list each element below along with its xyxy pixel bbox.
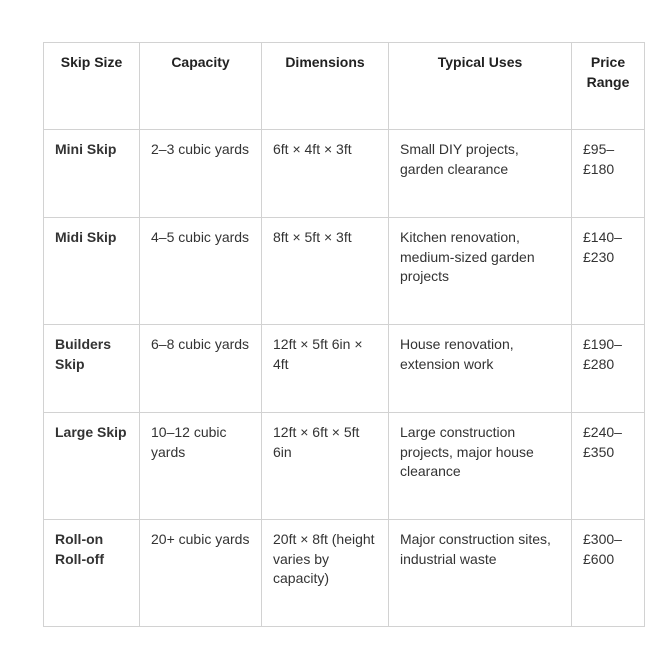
- cell-price-range: £190–£280: [572, 325, 645, 413]
- table-header-row: [44, 43, 645, 130]
- cell-dimensions: 12ft × 5ft 6in × 4ft: [262, 325, 389, 413]
- cell-dimensions: 20ft × 8ft (height varies by capacity): [262, 520, 389, 627]
- table-row: [44, 520, 645, 627]
- cell-capacity: 6–8 cubic yards: [140, 325, 262, 413]
- skip-size-table: [43, 42, 645, 627]
- table-row: [44, 130, 645, 218]
- cell-typical-uses: Large construction projects, major house clearance: [389, 413, 572, 520]
- cell-skip-size: Roll-on Roll-off: [44, 520, 140, 627]
- cell-skip-size: Large Skip: [44, 413, 140, 520]
- table-row: [44, 325, 645, 413]
- cell-price-range: £140–£230: [572, 218, 645, 325]
- table-row: [44, 218, 645, 325]
- cell-dimensions: 8ft × 5ft × 3ft: [262, 218, 389, 325]
- cell-skip-size: Builders Skip: [44, 325, 140, 413]
- table-row: [44, 413, 645, 520]
- header-dimensions: Dimensions: [262, 43, 389, 130]
- cell-capacity: 4–5 cubic yards: [140, 218, 262, 325]
- header-skip-size: Skip Size: [44, 43, 140, 130]
- header-capacity: Capacity: [140, 43, 262, 130]
- cell-capacity: 10–12 cubic yards: [140, 413, 262, 520]
- cell-skip-size: Mini Skip: [44, 130, 140, 218]
- cell-typical-uses: Kitchen renovation, medium-sized garden projects: [389, 218, 572, 325]
- cell-price-range: £240–£350: [572, 413, 645, 520]
- cell-capacity: 2–3 cubic yards: [140, 130, 262, 218]
- cell-capacity: 20+ cubic yards: [140, 520, 262, 627]
- cell-price-range: £300–£600: [572, 520, 645, 627]
- cell-typical-uses: Major construction sites, industrial waste: [389, 520, 572, 627]
- header-typical-uses: Typical Uses: [389, 43, 572, 130]
- cell-dimensions: 12ft × 6ft × 5ft 6in: [262, 413, 389, 520]
- header-price-range: Price Range: [572, 43, 645, 130]
- cell-typical-uses: Small DIY projects, garden clearance: [389, 130, 572, 218]
- cell-typical-uses: House renovation, extension work: [389, 325, 572, 413]
- cell-skip-size: Midi Skip: [44, 218, 140, 325]
- cell-price-range: £95–£180: [572, 130, 645, 218]
- cell-dimensions: 6ft × 4ft × 3ft: [262, 130, 389, 218]
